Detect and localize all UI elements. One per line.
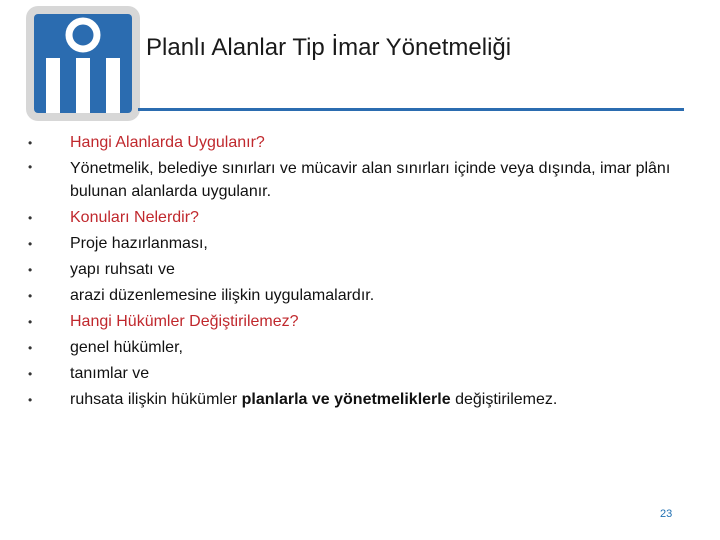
bullet-dot: • <box>28 289 33 303</box>
bullet-item <box>28 130 698 156</box>
bullet-dot: • <box>28 136 33 150</box>
bullet-text-start: ruhsata ilişkin hükümler <box>70 391 242 408</box>
bullet-dot: • <box>28 367 33 381</box>
section-heading: Konuları Nelerdir? <box>70 209 199 226</box>
title-divider <box>138 108 684 111</box>
bullet-text-end: değiştirilemez. <box>450 391 558 408</box>
bullet-dot: • <box>28 237 33 251</box>
bullet-text: yapı ruhsatı ve <box>70 261 175 278</box>
section-heading: Hangi Alanlarda Uygulanır? <box>70 134 265 151</box>
ministry-logo-icon <box>26 6 140 121</box>
bullet-dot: • <box>28 263 33 277</box>
bullet-dot: • <box>28 315 33 329</box>
bullet-item <box>28 231 698 257</box>
bullet-item <box>28 335 698 361</box>
bullet-dot: • <box>28 341 33 355</box>
bullet-dot: • <box>28 211 33 225</box>
bullet-dot: • <box>28 393 33 407</box>
bullet-text: arazi düzenlemesine ilişkin uygulamalardır. <box>70 287 375 304</box>
bullet-item <box>28 387 698 413</box>
bullet-text: Proje hazırlanması, <box>70 235 208 252</box>
bullet-text-bold: planlarla ve yönetmeliklerle <box>241 391 451 408</box>
bullet-item <box>28 156 698 205</box>
bullet-item <box>28 309 698 335</box>
bullet-text: genel hükümler, <box>70 339 183 356</box>
bullet-dot: • <box>28 160 33 174</box>
bullet-text: Yönetmelik, belediye sınırları ve mücavir alan sınırları içinde veya dışında, imar plânı bulunan alanlarda uygulanır. <box>70 160 671 200</box>
bullet-list <box>28 130 698 413</box>
bullet-text: tanımlar ve <box>70 365 150 382</box>
section-heading: Hangi Hükümler Değiştirilemez? <box>70 313 299 330</box>
bullet-item <box>28 205 698 231</box>
bullet-item <box>28 361 698 387</box>
bullet-item <box>28 283 698 309</box>
bullet-text <box>70 391 557 408</box>
slide-title: Planlı Alanlar Tip İmar Yönetmeliği <box>146 34 512 61</box>
bullet-item <box>28 257 698 283</box>
page-number: 23 <box>660 508 673 520</box>
